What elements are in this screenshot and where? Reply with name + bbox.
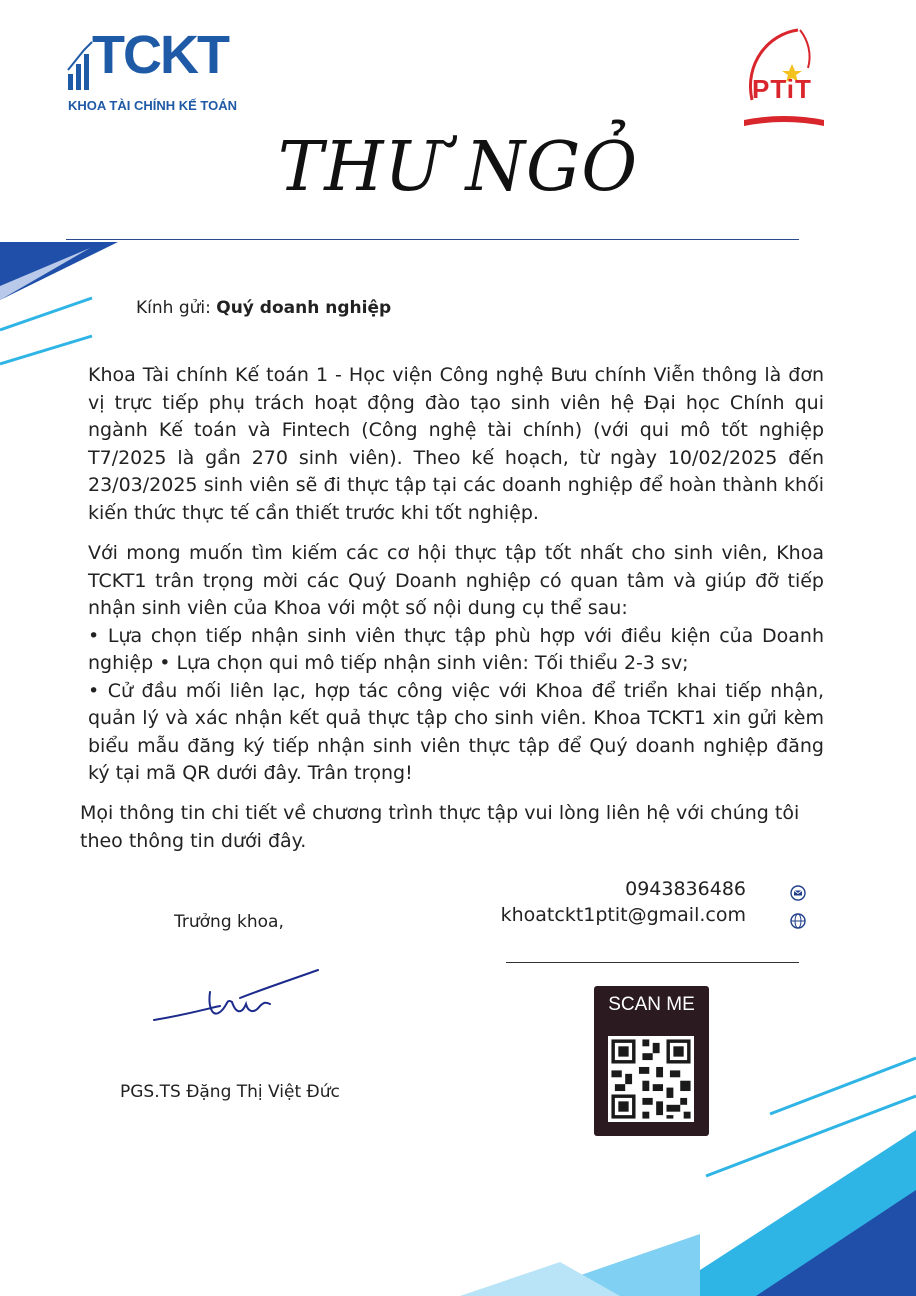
scan-me-label: SCAN ME <box>608 994 695 1015</box>
signer-name: PGS.TS Đặng Thị Việt Đức <box>120 1082 340 1102</box>
paragraph-intro: Khoa Tài chính Kế toán 1 - Học viện Công nghệ Bưu chính Viễn thông là đơn vị trực tiếp phụ trách hoạt động đào tạo sinh viên hệ Đại học Chính qui ngành Kế toán và Fintech (Công nghệ tài chính) (với qui mô tốt nghiệp T7/2025 là gần 270 sinh viên). Theo kế hoạch, từ ngày 10/02/2025 đến 23/03/2025 sinh viên sẽ đi thực tập tại các doanh nghiệp để hoàn thành khối kiến thức thực tế cần thiết trước khi tốt nghiệp. <box>88 364 824 524</box>
signer-role: Trưởng khoa, <box>174 912 284 932</box>
paragraph-request <box>88 540 824 788</box>
divider <box>66 239 799 240</box>
contact-phone: 0943836486 <box>625 878 746 900</box>
greeting <box>136 298 391 318</box>
request-item-2: • Cử đầu mối liên lạc, hợp tác công việc với Khoa để triển khai tiếp nhận, quản lý và xác nhận kết quả thực tập cho sinh viên. Khoa TCKT1 xin gửi kèm biểu mẫu đăng ký tiếp nhận sinh viên thực tập để Quý doanh nghiệp đăng ký tại mã QR dưới đây. Trân trọng! <box>88 679 824 784</box>
qr-code-card[interactable] <box>594 986 709 1136</box>
contact-email[interactable]: khoatckt1ptit@gmail.com <box>500 904 746 926</box>
mail-icon <box>790 885 806 901</box>
ptit-logo <box>738 24 830 130</box>
greeting-recipient: Quý doanh nghiệp <box>216 298 392 318</box>
qr-code[interactable] <box>608 1036 694 1122</box>
globe-icon <box>790 913 806 929</box>
tckt-wordmark: TCKT <box>92 25 228 85</box>
request-item-1: • Lựa chọn tiếp nhận sinh viên thực tập phù hợp với điều kiện của Doanh nghiệp • Lựa chọn qui mô tiếp nhận sinh viên: Tối thiểu 2-3 sv; <box>88 624 824 674</box>
handwritten-signature <box>150 962 322 1032</box>
ptit-wordmark: PTiT <box>752 74 812 104</box>
request-intro: Với mong muốn tìm kiếm các cơ hội thực tập tốt nhất cho sinh viên, Khoa TCKT1 trân trọng mời các Quý Doanh nghiệp có quan tâm và giúp đỡ tiếp nhận sinh viên của Khoa với một số nội dung cụ thể sau: <box>88 542 824 619</box>
greeting-prefix: Kính gửi: <box>136 298 211 318</box>
letter-title: THƯ NGỎ <box>277 128 639 207</box>
bar-chart-icon <box>66 40 94 90</box>
contact-underline <box>506 962 799 963</box>
tckt-subtitle: KHOA TÀI CHÍNH KẾ TOÁN <box>68 98 237 113</box>
paragraph-contact-note: Mọi thông tin chi tiết về chương trình thực tập vui lòng liên hệ với chúng tôi theo thông tin dưới đây. <box>80 802 800 852</box>
tckt-logo <box>66 25 242 116</box>
